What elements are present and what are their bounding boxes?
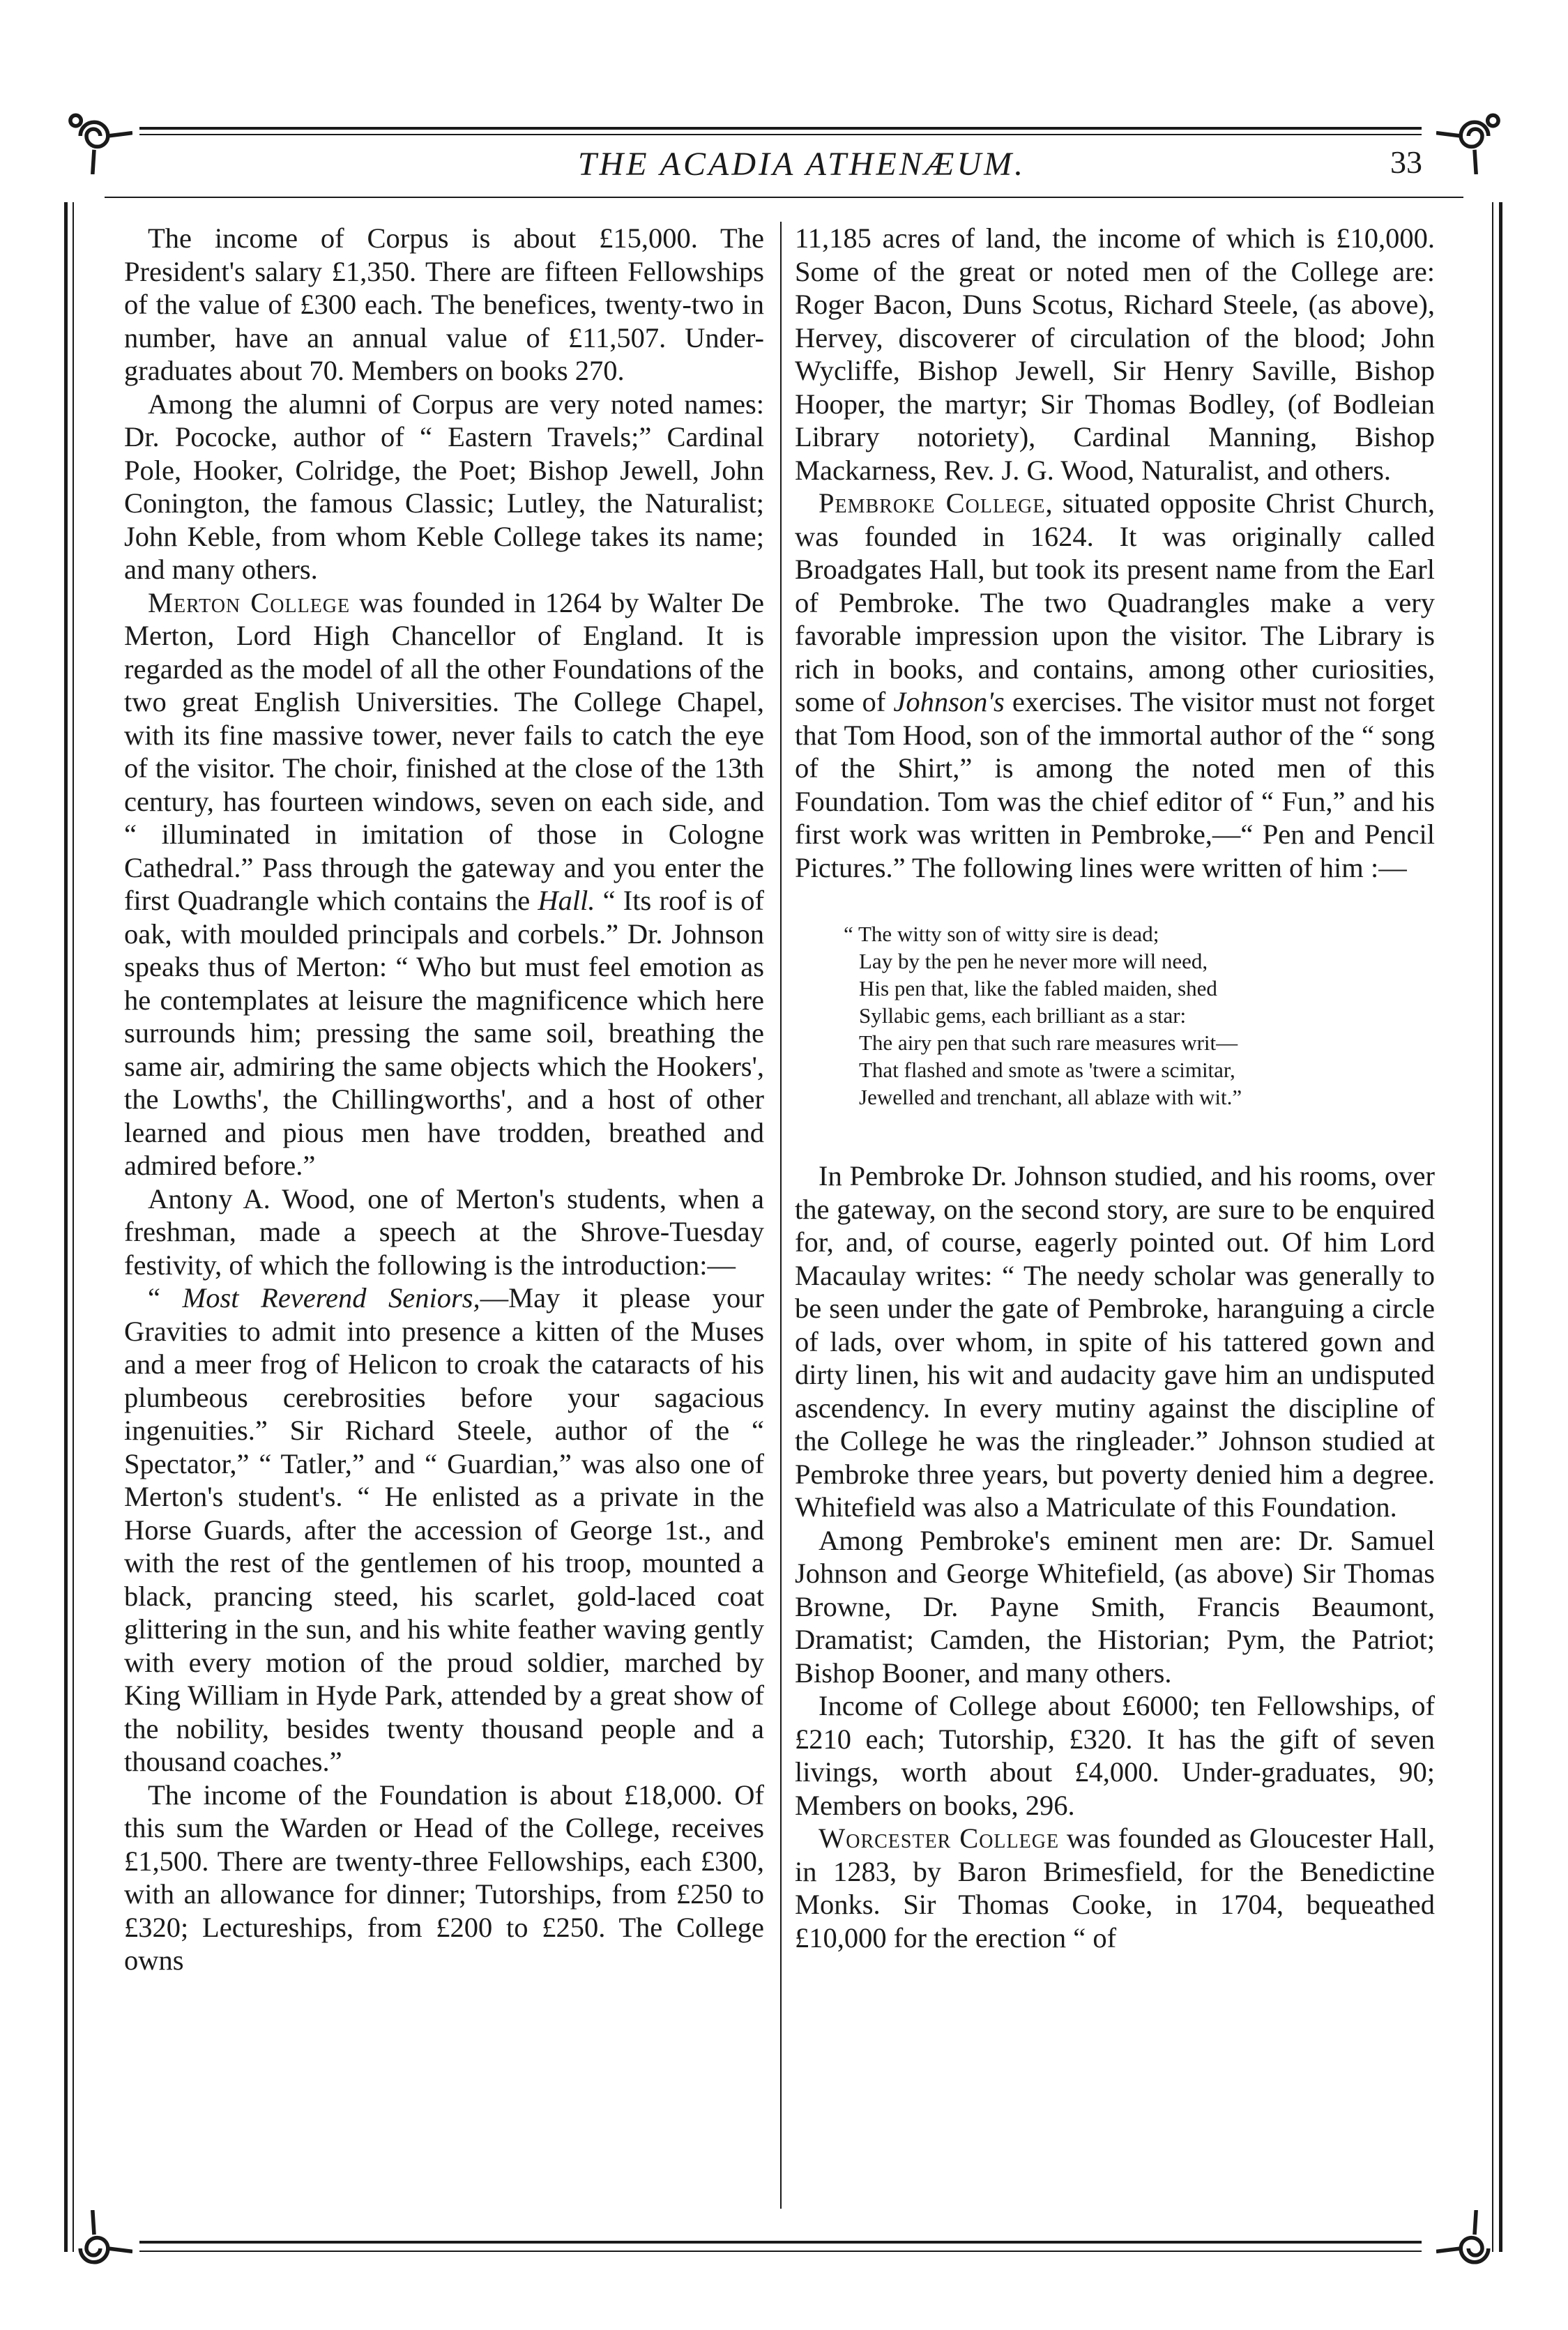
footer-rule <box>139 2241 1422 2244</box>
italic-text: Most Reverend Seniors, <box>182 1282 480 1314</box>
left-column <box>124 222 764 1977</box>
poem <box>795 920 1435 1111</box>
poem-line: Lay by the pen he never more will need, <box>859 949 1208 973</box>
paragraph <box>795 222 1435 487</box>
text-run: Among Pembroke's eminent men are: Dr. Samuel Johnson and George Whitefield, (as above) Sir Thomas Browne, Dr. Payne Smith, Francis Beaumont, Dramatist; Camden, the Historian; Pym, the Patriot; Bishop Booner, and many others. <box>795 1524 1435 1689</box>
header-rule <box>139 127 1422 130</box>
text-run: —May it please your Gravities to admit into presence a kitten of the Muses and a meer frog of Helicon to croak the cataracts of his plumbeous cerebrosities before your sagacious ingenuities.” Sir Richard Steele, author of the “ Spectator,” “ Tatler,” and “ Guardian,” was also one of Merton's student's. “ He enlisted as a private in the Horse Guards, after the accession of George 1st., and with the rest of the gentlemen of his troop, mounted a black, prancing steed, his scarlet, gold-laced coat glittering in the sun, and his white feather waving gently with every motion of the proud soldier, marched by King William in Hyde Park, attended by a great show of the nobility, besides twenty thousand people and a thousand coaches.” <box>124 1282 764 1777</box>
text-run: In Pembroke Dr. Johnson studied, and his rooms, over the gateway, on the second story, are sure to be enquired for, and, of course, eagerly pointed out. Of him Lord Macaulay writes: “ The needy scholar was generally to be seen under the gate of Pembroke, haranguing a circle of lads, over whom, in spite of his tattered gown and dirty linen, his wit and audacity gave him an undisputed ascendency. In every mutiny against the discipline of the College he was the ringleader.” Johnson studied at Pembroke three years, but poverty denied him a degree. Whitefield was also a Matriculate of this Foundation. <box>795 1160 1435 1523</box>
text-run: exercises. The visitor must not forget that Tom Hood, son of the immortal author of the “ song of the Shirt,” is among the noted men of this Foundation. Tom was the chief editor of “ Fun,” and his first work was written in Pembroke,—“ Pen and Pencil Pictures.” The following lines were written of him :— <box>795 686 1435 883</box>
corner-ornament-top-left-icon <box>56 98 132 174</box>
poem-line: His pen that, like the fabled maiden, shed <box>859 976 1217 1000</box>
section-heading: Pembroke College <box>819 487 1046 519</box>
column-divider <box>780 222 782 2209</box>
paragraph <box>795 1822 1435 1954</box>
right-column-upper <box>795 222 1435 884</box>
paragraph <box>124 1182 764 1282</box>
paragraph <box>124 222 764 388</box>
text-run: “ <box>148 1282 183 1314</box>
section-heading: Worcester College <box>819 1822 1060 1854</box>
poem-line: That flashed and smote as 'twere a scimitar, <box>859 1058 1235 1082</box>
paragraph <box>124 586 764 1182</box>
section-heading: Merton College <box>148 586 351 618</box>
text-run: Among the alumni of Corpus are very noted names: Dr. Pococke, author of “ Eastern Travels;” Cardinal Pole, Hooker, Colridge, the Poet; Bishop Jewell, John Conington, the famous Classic; Lutley, the Naturalist; John Keble, from whom Keble College takes its name; and many others. <box>124 388 764 585</box>
text-run: 11,185 acres of land, the income of which is £10,000. Some of the great or noted men of the College are: Roger Bacon, Duns Scotus, Richard Steele, (as above), Hervey, discoverer of circulation of the blood; John Wycliffe, Bishop Jewell, Sir Henry Saville, Bishop Hooper, the martyr; Sir Thomas Bodley, (of Bodleian Library notoriety), Cardinal Manning, Bishop Mackarness, Rev. J. G. Wood, Naturalist, and others. <box>795 222 1435 486</box>
frame-left-rule <box>64 202 68 2252</box>
poem-line: The airy pen that such rare measures writ— <box>859 1030 1238 1055</box>
text-run: Antony A. Wood, one of Merton's students, when a freshman, made a speech at the Shrove-Tuesday festivity, of which the following is the introduction:— <box>124 1182 764 1281</box>
right-column-lower <box>795 1159 1435 1954</box>
paragraph <box>124 388 764 586</box>
frame-left-inner-rule <box>73 202 74 2252</box>
text-run: “ Its roof is of oak, with moulded principals and corbels.” Dr. Johnson speaks thus of Merton: “ Who but must feel emotion as he contemplates at leisure the magnificence which here surrounds him; pressing the same soil, breathing the same air, admiring the same objects which the Hookers', the Lowths', the Chillingworths', and a host of other learned and pious men have trodden, breathed and admired before.” <box>124 885 765 1181</box>
paragraph <box>795 1524 1435 1690</box>
text-run: was founded as Gloucester Hall, in 1283, by Baron Brimesfield, for the Benedictine Monks. Sir Thomas Cooke, in 1704, bequeathed £10,000 for the erection “ of <box>795 1822 1435 1954</box>
text-run: Income of College about £6000; ten Fellowships, of £210 each; Tutorship, £320. It has the gift of seven livings, worth about £4,000. Under-graduates, 90; Members on books, 296. <box>795 1690 1435 1821</box>
italic-text: Johnson's <box>893 686 1005 717</box>
header-underline <box>105 197 1463 198</box>
corner-ornament-top-right-icon <box>1436 98 1513 174</box>
paragraph <box>124 1281 764 1779</box>
text-run: The income of Corpus is about £15,000. The President's salary £1,350. There are fifteen Fellowships of the value of £300 each. The benefices, twenty-two in number, have an annual value of £11,507. Under-graduates about 70. Members on books 270. <box>124 222 764 386</box>
poem-line: “ The witty son of witty sire is dead; <box>844 922 1159 946</box>
right-column <box>795 222 1435 1954</box>
text-run: The income of the Foundation is about £18,000. Of this sum the Warden or Head of the College, receives £1,500. There are twenty-three Fellowships, each £300, with an allowance for dinner; Tutorships, from £250 to £320; Lectureships, from £200 to £250. The College owns <box>124 1779 764 1976</box>
paragraph <box>795 1159 1435 1524</box>
paragraph <box>795 487 1435 884</box>
page-number: 33 <box>1390 144 1422 180</box>
frame-right-rule <box>1499 202 1502 2252</box>
paragraph <box>124 1779 764 1977</box>
header-rule-thin <box>139 134 1422 135</box>
poem-line: Jewelled and trenchant, all ablaze with wit.” <box>859 1085 1242 1109</box>
italic-text: Hall. <box>538 885 595 916</box>
text-run: was founded in 1264 by Walter De Merton, Lord High Chancellor of England. It is regarded as the model of all the other Foundations of the two great English Universities. The College Chapel, with its fine massive tower, never fails to catch the eye of the visitor. The choir, finished at the close of the 13th century, has fourteen windows, seven on each side, and “ illuminated in imitation of those in Cologne Cathedral.” Pass through the gateway and you enter the first Quadrangle which contains the <box>124 586 764 916</box>
running-head: THE ACADIA ATHENÆUM. <box>577 146 1026 183</box>
frame-right-inner-rule <box>1492 202 1493 2252</box>
poem-line: Syllabic gems, each brilliant as a star: <box>859 1003 1187 1028</box>
text-run: , situated opposite Christ Church, was founded in 1624. It was originally called Broadgates Hall, but took its present name from the Earl of Pembroke. The two Quadrangles make a very favorable impression upon the visitor. The Library is rich in books, and contains, among other curiosities, some of <box>795 487 1436 717</box>
paragraph <box>795 1689 1435 1822</box>
footer-rule-thin <box>139 2251 1422 2252</box>
